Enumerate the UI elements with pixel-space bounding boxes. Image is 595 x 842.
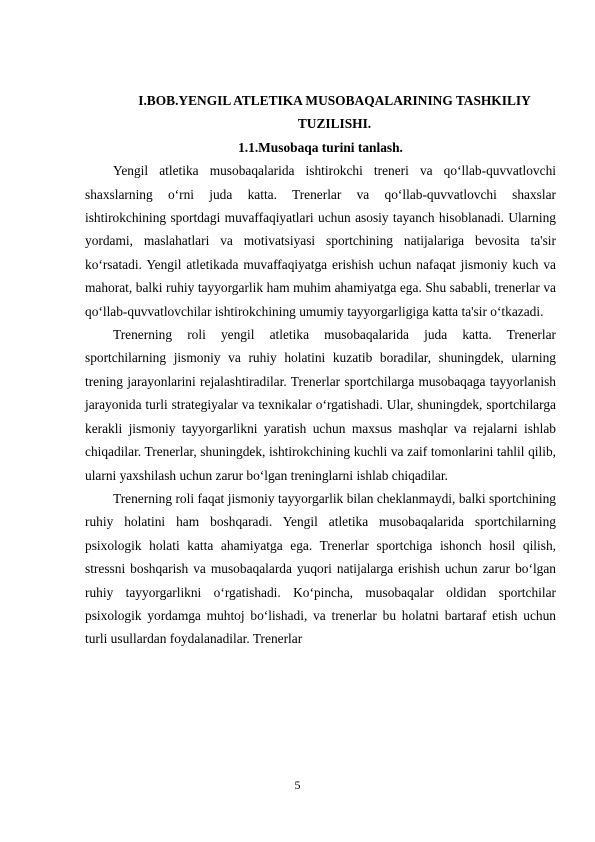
paragraph: Trenerning roli faqat jismoniy tayyorgarlik bilan cheklanmaydi, balki sportchining ruhiy holatini ham boshqaradi. Yengil atletika musobaqalarida sportchilarning psixologik holati katta ahamiyatga ega. Trenerlar sportchiga ishonch hosil qilish, stressni boshqarish va musobaqalarda yuqori natijalarga erishish uchun zarur bo‘lgan ruhiy tayyorgarlikni o‘rgatishadi. Ko‘pincha, musobaqalar oldidan sportchilar psixologik yordamga muhtoj bo‘lishadi, va trenerlar bu holatni bartaraf etish uchun turli usullardan foydalanadilar. Trenerlar	[85, 490, 556, 647]
paragraph: Yengil atletika musobaqalarida ishtirokchi treneri va qo‘llab-quvvatlovchi shaxslarning o‘rni juda katta. Trenerlar va qo‘llab-quvvatlovchi shaxslar ishtirokchining sportdagi muvaffaqiyatlari uchun asosiy tayanch hisoblanadi. Ularning yordami, maslahatlari va motivatsiyasi sportchining natijalariga bevosita ta'sir ko‘rsatadi. Yengil atletikada muvaffaqiyatga erishish uchun nafaqat jismoniy kuch va mahorat, balki ruhiy tayyorgarlik ham muhim ahamiyatga ega. Shu sababli, trenerlar va qo‘llab-quvvatlovchilar ishtirokchining umumiy tayyorgarligiga katta ta'sir o‘tkazadi.	[85, 163, 556, 319]
document-page	[85, 89, 556, 651]
page-number: 5	[294, 778, 301, 792]
section-title: 1.1.Musobaqa turini tanlash.	[238, 139, 403, 155]
chapter-title: I.BOB.YENGIL ATLETIKA MUSOBAQALARINING TASHKILIY TUZILISHI.	[138, 93, 531, 132]
paragraph: Trenerning roli yengil atletika musobaqalarida juda katta. Trenerlar sportchilarning jismoniy va ruhiy holatini kuzatib boradilar, shuningdek, ularning trening jarayonlarini rejalashtiradilar. Trenerlar sportchilarga musobaqaga tayyorlanish jarayonida turli strategiyalar va texnikalar o‘rgatishadi. Ular, shuningdek, sportchilarga kerakli jismoniy tayyorgarlikni yaratish uchun maxsus mashqlar va rejalarni ishlab chiqadilar. Trenerlar, shuningdek, ishtirokchining kuchli va zaif tomonlarini tahlil qilib, ularni yaxshilash uchun zarur bo‘lgan treninglarni ishlab chiqadilar.	[85, 327, 556, 483]
